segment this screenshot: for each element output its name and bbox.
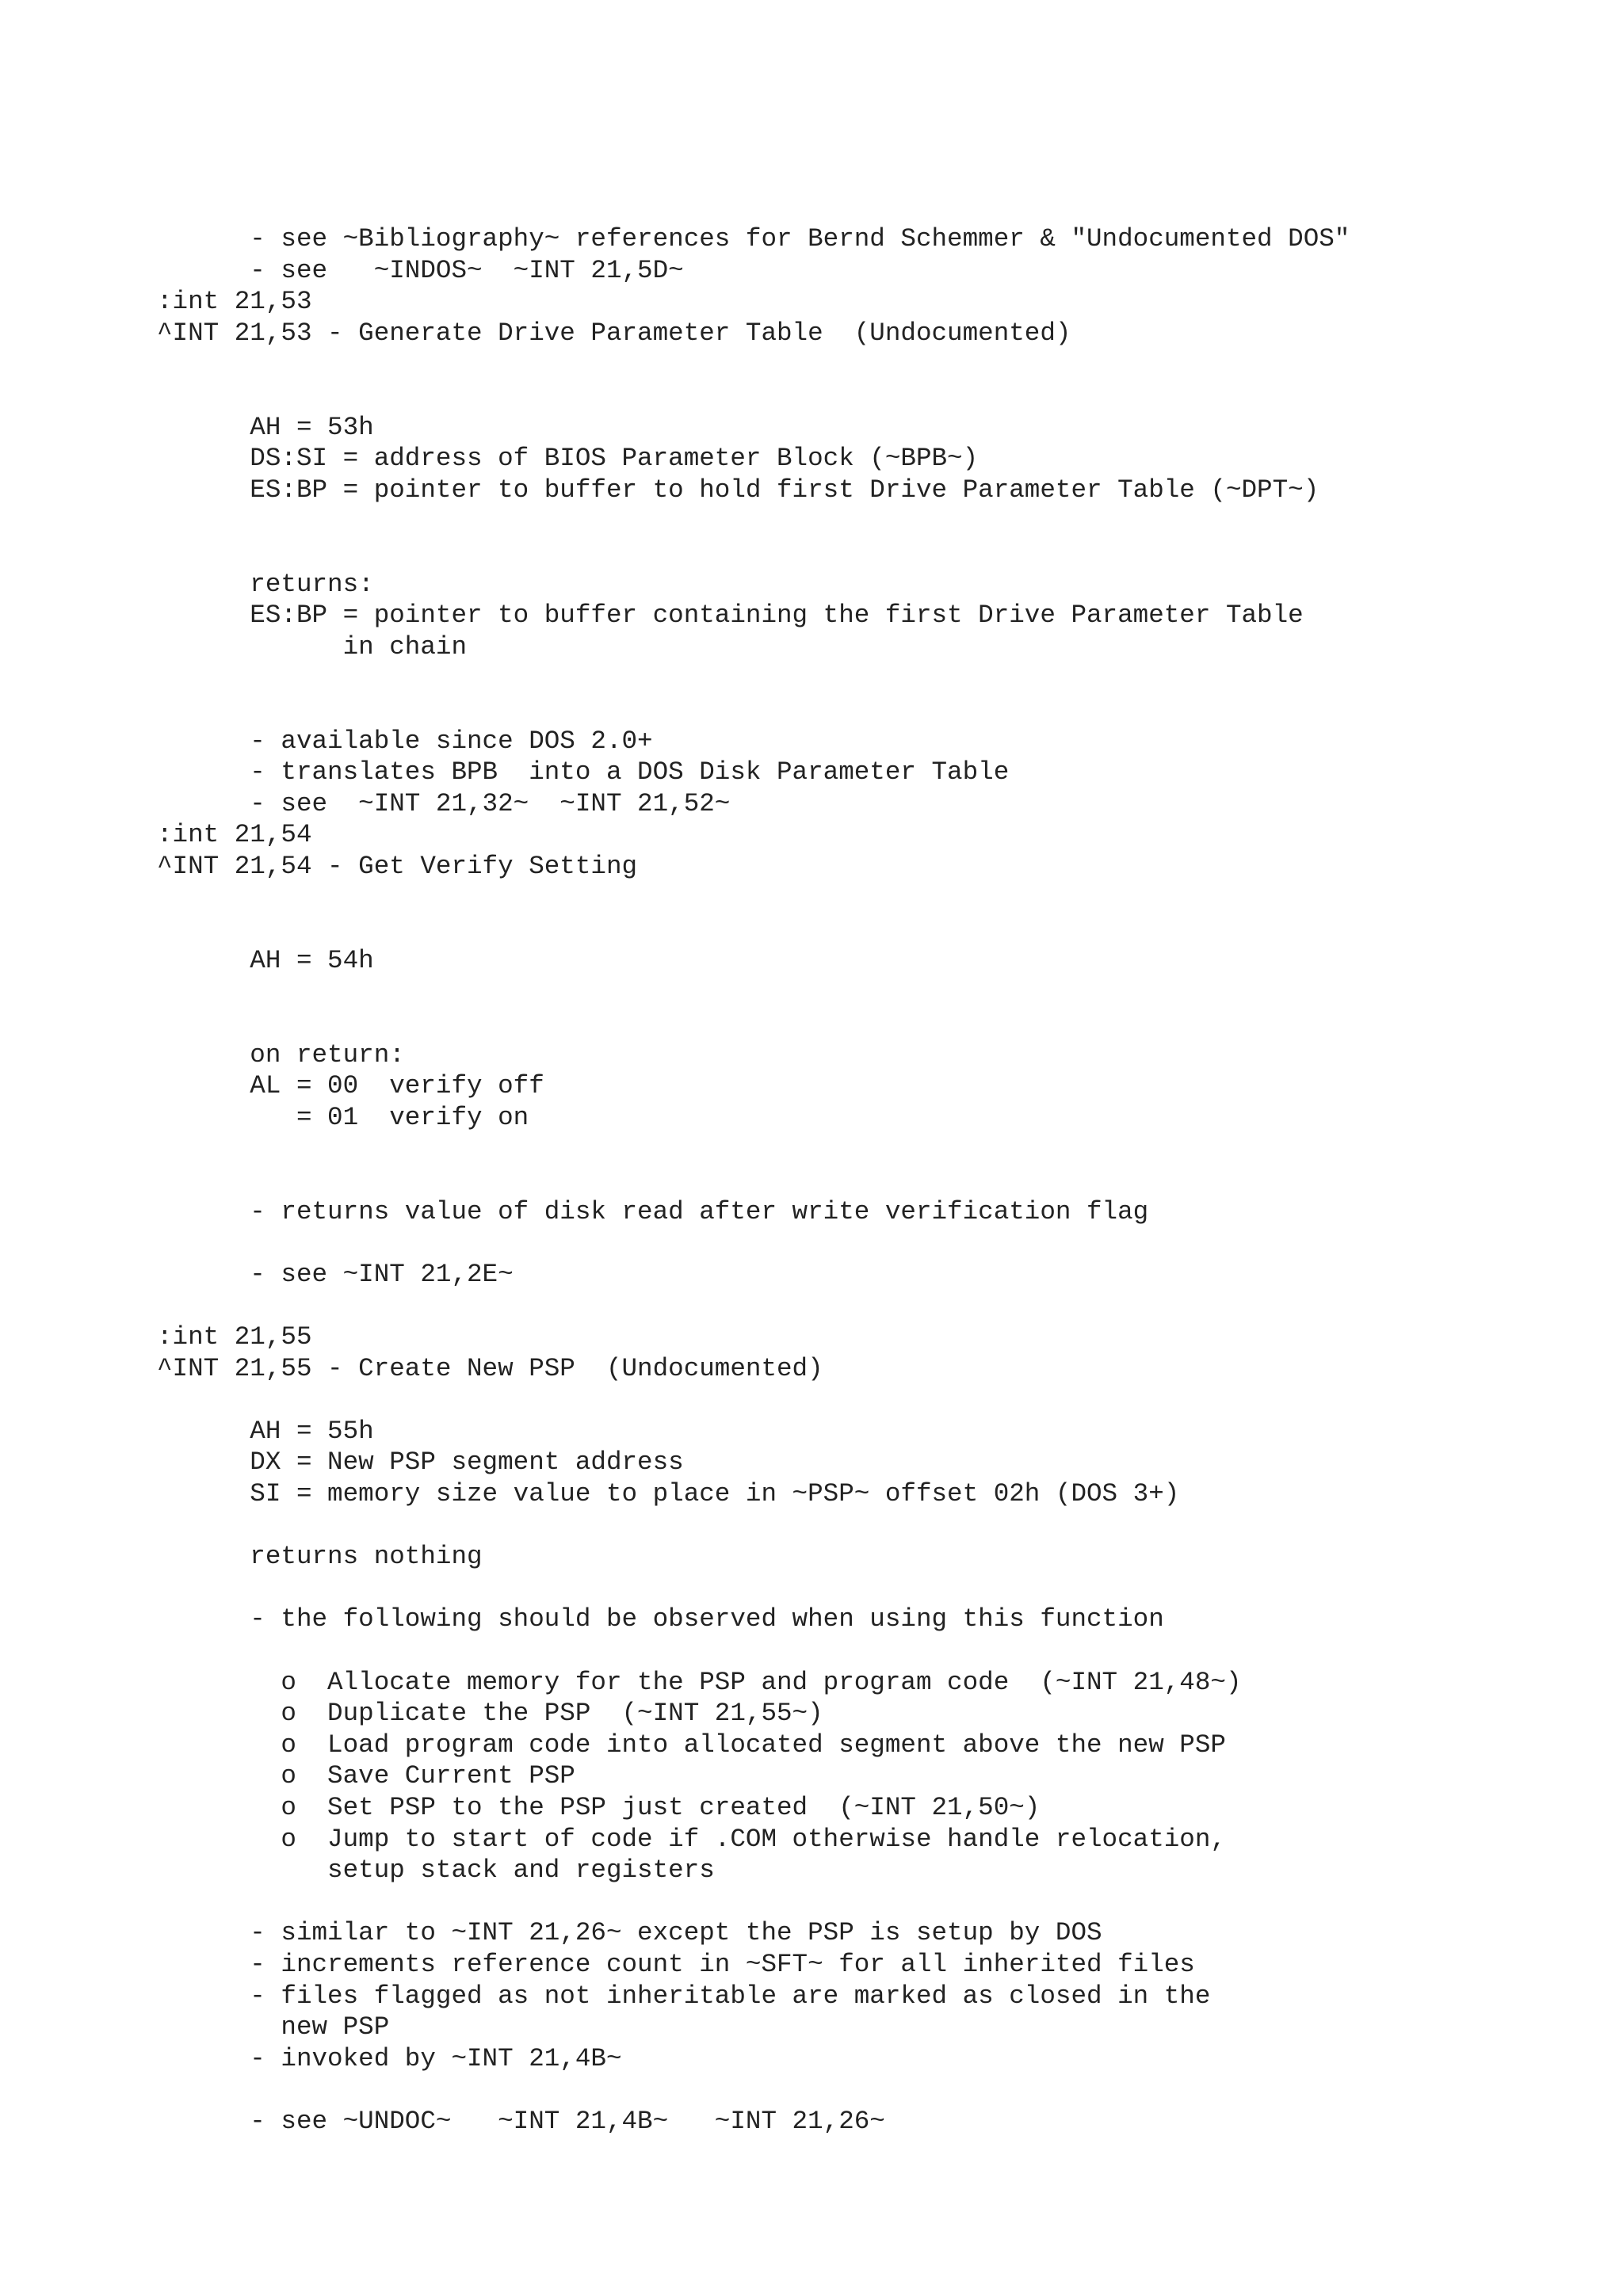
text-line: - translates BPB into a DOS Disk Parameter Table [157, 757, 1010, 788]
text-line: - files flagged as not inheritable are marked as closed in the [157, 1981, 1211, 2011]
text-line: - see ~Bibliography~ references for Bernd Schemmer & "Undocumented DOS" [157, 224, 1350, 254]
list-item: setup stack and registers [157, 1855, 715, 1886]
text-line: - increments reference count in ~SFT~ for all inherited files [157, 1950, 1195, 1979]
text-line: AH = 54h [157, 945, 374, 975]
text-line: DS:SI = address of BIOS Parameter Block (~BPB~) [157, 444, 979, 474]
text-line: ES:BP = pointer to buffer to hold first Drive Parameter Table (~DPT~) [157, 475, 1319, 505]
text-line: AH = 55h [157, 1416, 374, 1446]
topic-heading: ^INT 21,54 - Get Verify Setting [157, 852, 638, 881]
text-line: - the following should be observed when using this function [157, 1604, 1164, 1634]
text-line: on return: [157, 1039, 405, 1070]
list-item: o Duplicate the PSP (~INT 21,55~) [157, 1699, 823, 1729]
text-line: AL = 00 verify off [157, 1071, 544, 1101]
list-item: o Set PSP to the PSP just created (~INT 21,50~) [157, 1793, 1041, 1822]
topic-marker: :int 21,53 [157, 287, 312, 317]
list-item: o Load program code into allocated segment above the new PSP [157, 1730, 1226, 1760]
list-item: o Jump to start of code if .COM otherwise handle relocation, [157, 1824, 1226, 1854]
text-line: returns nothing [157, 1542, 483, 1572]
text-line: in chain [157, 631, 468, 662]
list-item: o Save Current PSP [157, 1761, 575, 1791]
text-line: ES:BP = pointer to buffer containing the first Drive Parameter Table [157, 601, 1304, 631]
topic-heading: ^INT 21,53 - Generate Drive Parameter Table (Undocumented) [157, 318, 1071, 348]
text-line: - available since DOS 2.0+ [157, 726, 653, 756]
topic-marker: :int 21,54 [157, 820, 312, 850]
topic-heading: ^INT 21,55 - Create New PSP (Undocumented) [157, 1353, 823, 1383]
text-line: SI = memory size value to place in ~PSP~ offset 02h (DOS 3+) [157, 1479, 1180, 1508]
text-line: - see ~INDOS~ ~INT 21,5D~ [157, 255, 684, 285]
text-line: - see ~UNDOC~ ~INT 21,4B~ ~INT 21,26~ [157, 2107, 885, 2136]
topic-marker: :int 21,55 [157, 1322, 312, 1352]
text-line: = 01 verify on [157, 1102, 529, 1132]
text-line: DX = New PSP segment address [157, 1447, 684, 1478]
text-line: - see ~INT 21,2E~ [157, 1259, 514, 1289]
list-item: o Allocate memory for the PSP and program code (~INT 21,48~) [157, 1667, 1242, 1697]
text-line: - similar to ~INT 21,26~ except the PSP is setup by DOS [157, 1918, 1102, 1948]
text-line: - returns value of disk read after write verification flag [157, 1196, 1149, 1226]
text-line: AH = 53h [157, 412, 374, 442]
text-line: new PSP [157, 2012, 390, 2042]
text-line: - invoked by ~INT 21,4B~ [157, 2043, 622, 2073]
text-line: returns: [157, 569, 374, 599]
text-line: - see ~INT 21,32~ ~INT 21,52~ [157, 788, 731, 818]
